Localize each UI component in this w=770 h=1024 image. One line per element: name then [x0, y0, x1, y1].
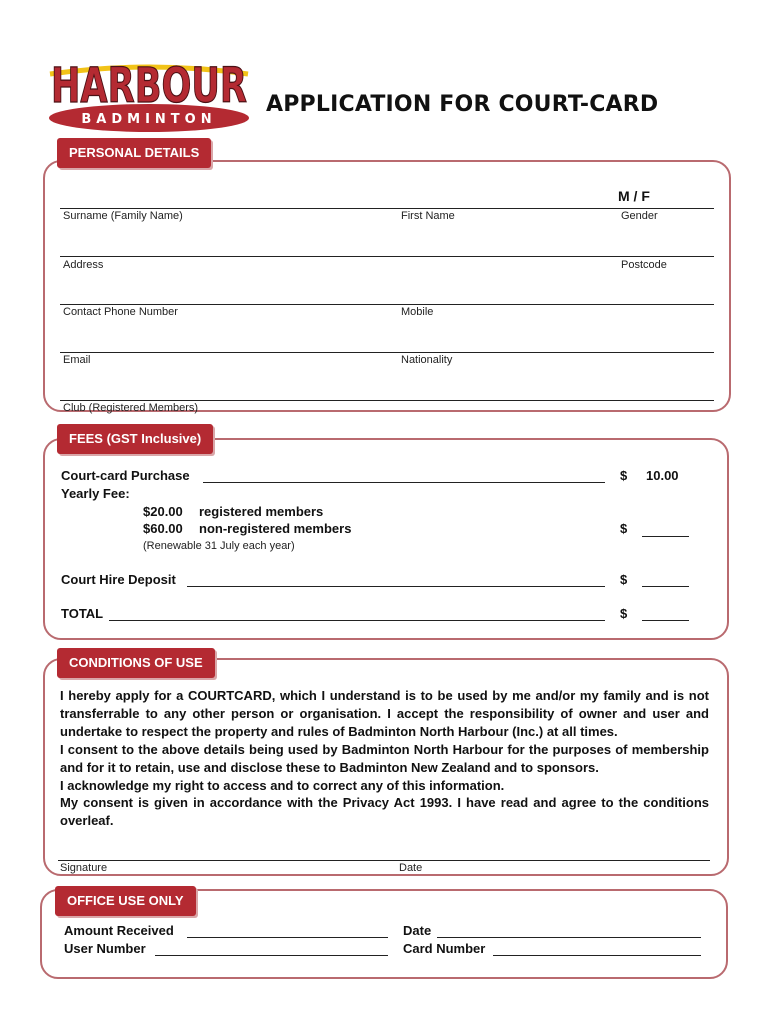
- office-date-line: [437, 937, 701, 938]
- conditions-tab: CONDITIONS OF USE: [57, 648, 215, 678]
- harbour-badminton-logo: [46, 40, 252, 134]
- email-label: Email: [63, 354, 91, 366]
- row3-line: [60, 304, 714, 305]
- registered-price: $20.00: [143, 504, 183, 519]
- signature-line: [58, 860, 710, 861]
- club-label: Club (Registered Members): [63, 402, 199, 414]
- renewal-note: (Renewable 31 July each year): [143, 540, 295, 552]
- conditions-paragraph-4: My consent is given in accordance with the Privacy Act 1993. I have read and agree to the conditions overleaf.: [60, 795, 709, 829]
- card-number-line: [493, 955, 701, 956]
- personal-details-tab: PERSONAL DETAILS: [57, 138, 211, 168]
- mobile-label: Mobile: [401, 306, 434, 318]
- total-label: TOTAL: [61, 606, 104, 621]
- fees-tab: FEES (GST Inclusive): [57, 424, 213, 454]
- deposit-line: [187, 586, 605, 587]
- conditions-paragraph-2: I consent to the above details being used by Badminton North Harbour for the purposes of membership and for it to retain, use and disclose these to Badminton New Zealand and to sponsors.: [60, 741, 709, 775]
- conditions-text: [60, 687, 709, 830]
- gender-label: Gender: [621, 210, 658, 222]
- nonregistered-label: non-registered members: [199, 521, 352, 536]
- signature-date-label: Date: [399, 862, 423, 874]
- yearly-fee-label: Yearly Fee:: [61, 486, 130, 501]
- signature-label: Signature: [60, 862, 108, 874]
- total-line: [109, 620, 605, 621]
- deposit-currency: $: [620, 572, 628, 587]
- purchase-currency: $: [620, 468, 628, 483]
- deposit-amount-line: [642, 586, 689, 587]
- registered-label: registered members: [199, 504, 324, 519]
- total-amount-line: [642, 620, 689, 621]
- address-label: Address: [63, 259, 104, 271]
- logo-subtext: BADMINTON: [81, 112, 217, 127]
- logo-text: HARBOUR: [51, 58, 247, 114]
- user-number-line: [155, 955, 388, 956]
- purchase-label: Court-card Purchase: [61, 468, 190, 483]
- purchase-amount: 10.00: [646, 468, 679, 483]
- firstname-label: First Name: [401, 210, 455, 222]
- phone-label: Contact Phone Number: [63, 306, 178, 318]
- user-number-label: User Number: [64, 941, 146, 956]
- row5-line: [60, 400, 714, 401]
- page-title: APPLICATION FOR COURT-CARD: [266, 92, 659, 117]
- row1-line: [60, 208, 714, 209]
- conditions-paragraph-1: I hereby apply for a COURTCARD, which I understand is to be used by me and/or my family and is not transferrable to any other person or organisation. I accept the responsibility of owner and user and undertake to respect the property and rules of Badminton North Harbour (Inc.) at all times.: [60, 688, 709, 739]
- office-date-label: Date: [403, 923, 432, 938]
- yearly-currency: $: [620, 521, 628, 536]
- amount-received-line: [187, 937, 388, 938]
- gender-value: M / F: [618, 188, 650, 204]
- yearly-amount-line: [642, 536, 689, 537]
- nationality-label: Nationality: [401, 354, 453, 366]
- total-currency: $: [620, 606, 628, 621]
- row2-line: [60, 256, 714, 257]
- surname-label: Surname (Family Name): [63, 210, 183, 222]
- deposit-label: Court Hire Deposit: [61, 572, 176, 587]
- conditions-paragraph-3: I acknowledge my right to access and to correct any of this information.: [60, 777, 505, 793]
- nonregistered-price: $60.00: [143, 521, 183, 536]
- card-number-label: Card Number: [403, 941, 486, 956]
- postcode-label: Postcode: [621, 259, 667, 271]
- amount-received-label: Amount Received: [64, 923, 174, 938]
- office-use-tab: OFFICE USE ONLY: [55, 886, 196, 916]
- purchase-line: [203, 482, 605, 483]
- row4-line: [60, 352, 714, 353]
